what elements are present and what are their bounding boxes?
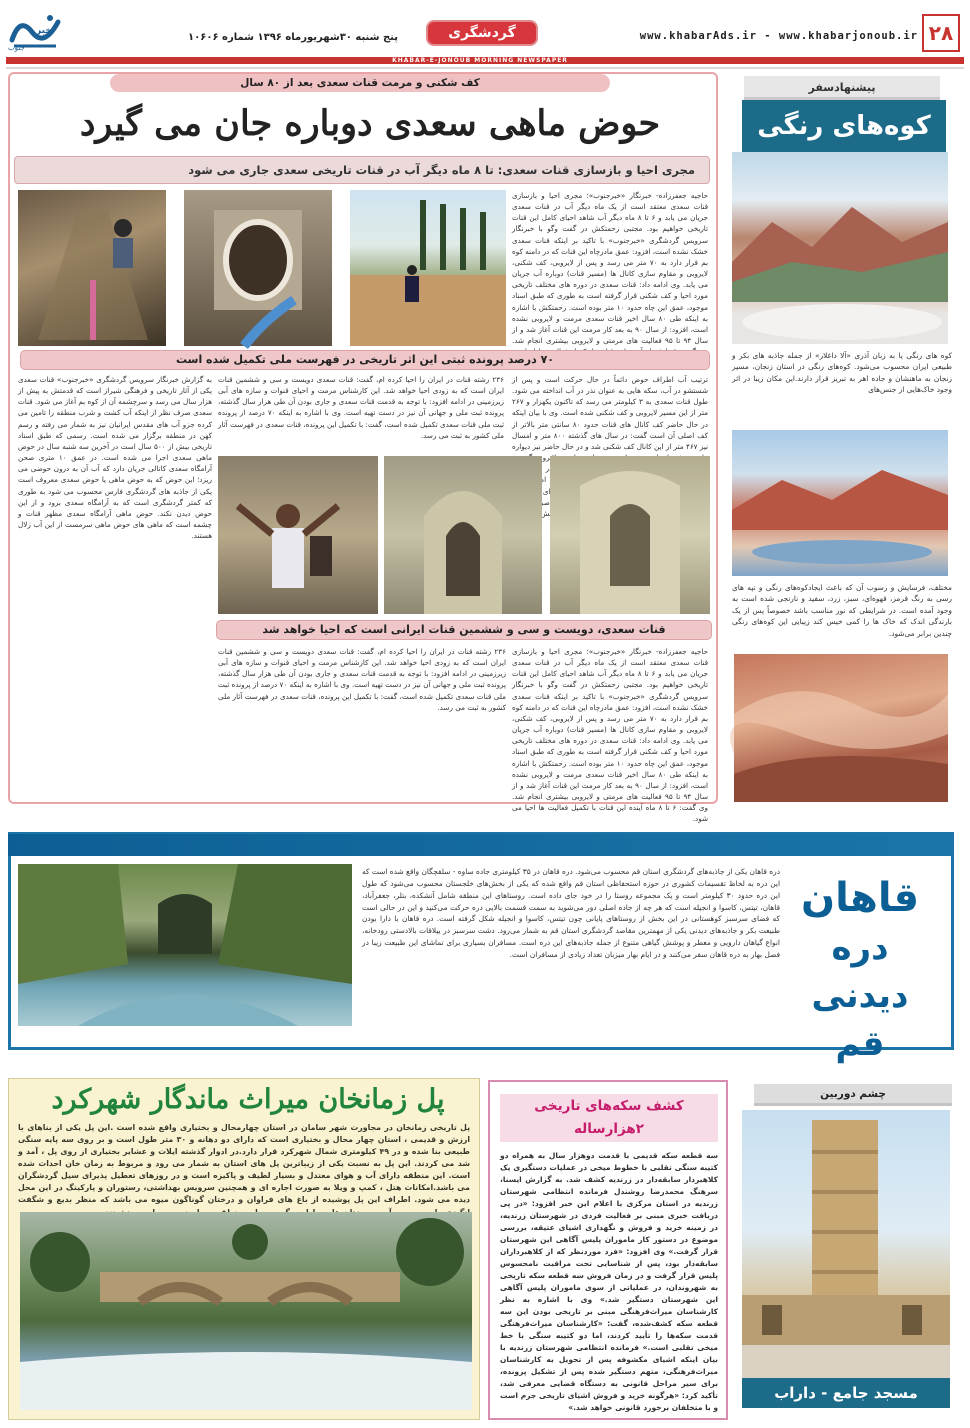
qanat-column-4: ۲۳۶ رشته قنات در ایران را احیا کرده ام، گفت: قنات سعدی دویست و سی و ششمین قنات ایران است که به زودی احیا خواهد شد. این کارشناس مرمت و احیای قنوات و سازه های آبی زیرزمینی در ادامه افزود: با توجه به قدمت قنات سعدی و جاری بودن آن طی هزار سال گذشته، پرونده ثبت ملی و جهانی آن نیز در دست تهیه است. وی با اشاره به اینکه ۷۰ درصد از پرونده ثبت ملی قنات سعدی تکمیل شده است، گفت: با تکمیل این پرونده، قنات سعدی در فهرست آثار ملی کشور به ثبت می رسد. [218,647,507,712]
logo-title: خبر [36,26,52,36]
newspaper-logo [6,10,66,54]
qanat-column-3: به گزارش خبرنگار سرویس گردشگری «خبرجنوب» قنات سعدی یکی از آثار تاریخی و فرهنگی شیراز است که قدمتش به پیش از هزار سال می رسد و سرچشمه آن از کوه بم آغاز می شود. قنات سعدی صرف نظر از اینکه آب کشت و شرب منطقه را تامین می کرده جزو آب های مقدس ایرانیان نیز به شمار می رفته و رسم کهن در منطقه برگزار می شده است. رسمی که طبق اسناد تاریخی بیش از ۵۰۰ سال است در آخرین سه شنبه سال در حوض ماهی سعدی اجرا می شده است. در عمق ۱۰ متری صحن آرامگاه سعدی کانالی جریان دارد که آب آن به درون حوضی می ریزد؛ این حوض که به حوض ماهی یا حوض سعدی معروف است یکی از جاذبه های گردشگری فارس محسوب می شود به طوری که کمتر گردشگری است که به آرامگاه سعدی برود و از این حوض دیدن نکند. حوض ماهی آرامگاه سعدی مظهر قنات و چشمه است که ماهی های حوض ماهی سرمست از این آب زلال هستند. [18,375,212,541]
coins-title-line-2: ۲هزارساله [573,1121,644,1137]
travel-suggestion-tag: پیشنهادسفر [744,76,940,100]
colorful-mountains-photo-3 [734,654,948,802]
qanat-column-1: حاجیه جعفرزاده- خبرنگار «خبرجنوب»؛ مجری احیا و بازسازی قنات سعدی معتقد است از یک ماه دیگر آب در قنات سعدی جریان می یابد و ۶ تا ۸ ماه دیگر آب شاهد احیای کامل این قنات تاریخی خواهیم بود. مجتبی زحمتکش در گفت وگو با خبرنگار سرویس گردشگری «خبرجنوب» با تاکید بر اینکه قنات سعدی خشک نشده است، افزود: عمق مادرچاه این قنات که در دامنه کوه بم قرار دارد به ۷۰ متر می رسد و پس از لایروبی، کف شکنی، لایروبی و مقاوم سازی کانال ها (مسیر قنات) دوباره آب جریان می یابد. وی ادامه داد: قنات سعدی در دوره های مختلف تاریخی مورد احیا و کف شکنی قرار گرفته است به طوری که طبق اسناد موجود، عمق این چاه حدود ۱۰ متر بوده است. زحمتکش با اشاره به اینکه طی ۸۰ سال اخیر قنات سعدی مرمت و لایروبی نشده است، افزود: از سال ۹۰ به بعد کار مرمت این قنات آغاز شد و از سال ۹۴ تا ۹۵ فعالیت های مرمتی و لایروبی بیشتری انجام شد. [512,191,709,346]
colorful-mountains-photo-1 [732,152,948,344]
coins-text: سه قطعه سکه قدیمی با قدمت دوهزار سال به همراه دو کتیبه سنگی تقلبی با خطوط میخی در عملیات دستگیری یک کلاهبردار سابقه‌دار در زرندیه کشف شد. به گزارش ایسنا، سرهنگ محمدرضا روشندل فرمانده انتظامی شهرستان زرندیه در استان مرکزی با اعلام این خبر افزود: «در پی دریافت خبری مبنی بر فعالیت فردی در شهرستان زرندیه، در زمینه خرید و فروش و نگهداری اشیای عتیقه، بررسی موضوع در دستور کار ماموران پلیس آگاهی این شهرستان قرار گرفت.» وی افزود: «فرد موردنظر که از کلاهبرداران سابقه‌دار بود، پس از شناسایی تحت مراقبت نامحسوس پلیس قرار گرفت و در زمان فروش سه قطعه سکه تاریخی به شهروندان، در عملیاتی از سوی ماموران پلیس آگاهی این شهرستان دستگیر شد.» وی با اشاره به نظر کارشناسان میراث‌فرهنگی مبنی بر تاریخی بودن این سه قطعه سکه کشف‌شده، گفت: «کارشناسان میراث‌فرهنگی قدمت سکه‌ها را تأیید کردند، اما دو کتیبه سنگی با خط میخی تقلبی است.» فرمانده انتظامی شهرستان زرندیه با بیان اینکه اشیای مکشوفه پس از تحویل به کارشناسان میراث‌فرهنگی، متهم دستگیر شده پس از تشکیل پرونده، برای سیر مراحل قانونی به دستگاه قضایی معرفی شد، تأکید کرد: «هرگونه خرید و فروش اشیای تاریخی جرم است و با متخلفان برخورد قانونی خواهد شد.» [500,1151,718,1412]
ghahan-title-line-2: دره دیدنی [811,928,909,1016]
ghahan-valley-photo [18,864,352,1026]
ghahan-title [786,872,934,1064]
ghahan-title-line-3: قم [835,1024,885,1064]
qanat-column-5: حاجیه جعفرزاده- خبرنگار «خبرجنوب»؛ مجری احیا و بازسازی قنات سعدی معتقد است از یک ماه دیگر آب در قنات سعدی جریان می یابد و ۶ تا ۸ ماه دیگر آب شاهد احیای کامل این قنات تاریخی خواهیم بود. مجتبی زحمتکش در گفت وگو با خبرنگار سرویس گردشگری «خبرجنوب» با تاکید بر اینکه قنات سعدی خشک نشده است، افزود: عمق مادرچاه این قنات که در دامنه کوه بم قرار دارد به ۷۰ متر می رسد و پس از لایروبی، کف شکنی، لایروبی و مقاوم سازی کانال ها (مسیر قنات) دوباره آب جریان می یابد. وی ادامه داد: قنات سعدی در دوره های مختلف تاریخی مورد احیا و کف شکنی قرار گرفته است به طوری که طبق اسناد موجود، عمق این چاه حدود ۱۰ متر بوده است. زحمتکش با اشاره به اینکه طی ۸۰ سال اخیر قنات سعدی مرمت و لایروبی نشده است، افزود: از سال ۹۰ به بعد کار مرمت این قنات آغاز شد و از سال ۹۴ تا ۹۵ فعالیت های مرمتی و لایروبی بیشتری انجام شد. وی گفت: ۶ تا ۸ ماه آینده این قنات با تکمیل فعالیت ها احیا می شود. [512,647,709,824]
english-newspaper-title: KHABAR-E-JONOUB MORNING NEWSPAPER [392,57,568,64]
ghahan-text: دره قاهان یکی از جاذبه‌های گردشگری استان قم محسوب می‌شود. دره قاهان در ۳۵ کیلومتری جاده ساوه - سلفچگان واقع شده است که این دره به لحاظ تقسیمات کشوری در حوزه استحفاظی استان قم واقع شده که یکی از بخش‌های خلجستان محسوب می‌شود که طول این دره حدود ۳۰ کیلومتر است و یک مجموعه روستا را در خود جای داده است. روستاهای این منطقه شامل آتشکده، بتلر، جعفرآباد، قاهان، تیتس، کاسوا و انجیله است که هر چه از جاده اصلی دور می‌شوید به سمت قسمت بالایی دره حرکت می‌کنید و این در حالی است که فضای سرسبز کوهستانی در این بخش از روستاهای پایانی چون تیتس، کاسوا و انجیله شکل گرفته است. دره قاهان با دارا بودن طبیعت بکر و جاذبه‌های دیدنی یکی از مهمترین مقاصد گردشگری استان قم به شمار می‌رود. دشت سرسبز در ییلاقات بالادستی رودخانه، انواع گیاهان دارویی و معطر و پوشش گیاهی متنوع از جمله جاذبه‌های این دره است. مسافران بسیاری برای تماشای این طبیعت زیبا در فصل بهار به دره قاهان سفر می‌کنند و در ایام بهار میزبان تعداد زیادی از مسافران است. [362,867,780,959]
camera-eye-tag: چشم دوربین [754,1084,952,1106]
qanat-caption-70-percent: ۷۰ درصد پرونده ثبتی این اثر تاریخی در فهرست ملی تکمیل شده است [20,350,710,370]
qanat-garden-construction-photo [350,190,506,346]
qanat-subhead: مجری احیا و بازسازی قنات سعدی: تا ۸ ماه دیگر آب در قنات تاریخی سعدی جاری می شود [14,156,710,184]
mountains-text-1: کوه های رنگی یا به زبان آذری «آلا داغلار» از جمله جاذبه های بکر و طبیعی ایران محسوب می‌شود. کوه‌های رنگی در استان زنجان، مسیر زنجان به ماهنشان و جاده اهر به تبریز قرار دارند.این مکان زیبا در اثر وجود خاک‌هایی از جنس‌های [732,351,952,395]
qanat-caption-236: قنات سعدی، دویست و سی و ششمین قنات ایرانی است که احیا خواهد شد [216,620,712,640]
qanat-tunnel-arch-photo [384,456,542,614]
bridge-text: پل تاریخی زمانخان در مجاورت شهر سامان در استان چهارمحال و بختیاری واقع شده است .این پل یکی از بناهای با ارزش و قدیمی ، استان چهار محال و بختیاری است که دارای دو دهانه و ۳۰ متر طول است و بر روی سه پایه سنگی طبیعی بنا شده و در ۴۹ کیلومتری شمال شهرکرد قرار دارد.در ادوار گذشته ایلات و عشایر بختیاری از روی پل ، آمد و شد می کردند. این پل به نسبت یکی از زیباترین پل های استان به شمار می رود و مربوط به زمان خان احداث شده است. این منطقه دارای آب و هوای معتدل و بسیار لطیف و پاکیزه است و در روزهای تعطیل پذیرای سیل گردشگران می باشد.امکانات هتل ، کمپ و ویلا به صورت اجاره ای و همچنین سرویس بهداشتی، رستوران و پارکینگ در این محل دیده می شود. اطراف این پل پوشیده از باغ های فراوان و درختان گوناگون میوه می باشد که منظر بدیع و شگفت [18,1123,471,1205]
mountains-title: کوه‌های رنگی [742,100,946,152]
qanat-tunnel-worker-photo [18,190,166,346]
coins-title-line-1: کشف سکه‌های تاریخی [534,1098,684,1114]
bridge-title: پل زمانخان میراث ماندگار شهرکرد [51,1084,445,1115]
section-label: گردشگری [426,20,538,46]
mosque-caption: مسجد جامع - داراب [742,1378,950,1408]
ghahan-title-line-1: قاهان [800,875,920,921]
qanat-stone-tunnel-photo [550,456,710,614]
ghahan-top-bar [8,834,954,856]
qanat-kicker: کف شکنی و مرمت قنات سعدی بعد از ۸۰ سال [110,74,610,92]
zamankhan-bridge-photo [20,1212,472,1410]
masthead-divider [6,67,964,69]
colorful-mountains-photo-2 [732,430,948,576]
qanat-column-2: ۲۳۶ رشته قنات در ایران را احیا کرده ام، گفت: قنات سعدی دویست و سی و ششمین قنات ایران است که به زودی احیا خواهد شد. این کارشناس مرمت و احیای قنوات و سازه های آبی زیرزمینی در ادامه افزود: با توجه به قدمت قنات سعدی و جاری بودن آن طی هزار سال گذشته، پرونده ثبت ملی و جهانی آن نیز در دست تهیه است. وی با اشاره به اینکه ۷۰ درصد از پرونده ثبت ملی قنات سعدی تکمیل شده است، گفت: با تکمیل این پرونده، قنات سعدی در فهرست آثار ملی کشور به ثبت می رسد. [218,375,504,440]
coins-title [500,1094,718,1142]
site-urls[interactable]: www.khabarAds.ir - www.khabarjonoub.ir [639,30,918,42]
qanat-column-1b: ترتیب آب اطراف حوض دائماً در حال حرکت است و پس از شستشو در آب، سکه هایی به عنوان نذر در آب انداخته می شود. طول قنات سعدی به ۳ کیلومتر می رسد که تاکنون یکهزار و ۲۶۷ متر از این مسیر لایروبی و کف شکنی شده است. وی با بیان اینکه در حال حاضر کف کانال های قنات حدود ۸۰ سانتی متر بالاتر از کف اصلی آن است گفت: در سال های گذشته ۸۰۰ متر و امسال نیز ۴۶۷ متر از این کانال کف شکنی شد و در حال حاضر نیز دیواره لایروبی [512,375,709,463]
logo-subtitle: جنوب [8,44,25,52]
mountains-text-2: مختلف، فرسایش و رسوب آن که باعث ایجادکوه‌های رنگی و تپه های رسی به رنگ قرمز، قهوه‌ای، سبز، زرد، سفید و نارنجی شده است به وجود آمده است. در شرایطی که نور مناسب باشد خصوصاً پس از یک بارندگی اندک که خاک ها را کمی خیس کند زیبایی این کوه‌های رنگی چندین برابر می‌شود. [732,583,952,638]
page-number: ۲۸ [922,14,960,52]
qanat-headline: حوض ماهی سعدی دوباره جان می گیرد [79,103,661,144]
date-issue-line: پنج شنبه ۳۰شهریورماه ۱۳۹۶ شماره ۱۰۶۰۶ [188,32,398,43]
darab-mosque-photo [742,1110,950,1378]
qanat-worker-helmet-photo [218,456,378,614]
qanat-pipe-photo [184,190,332,346]
